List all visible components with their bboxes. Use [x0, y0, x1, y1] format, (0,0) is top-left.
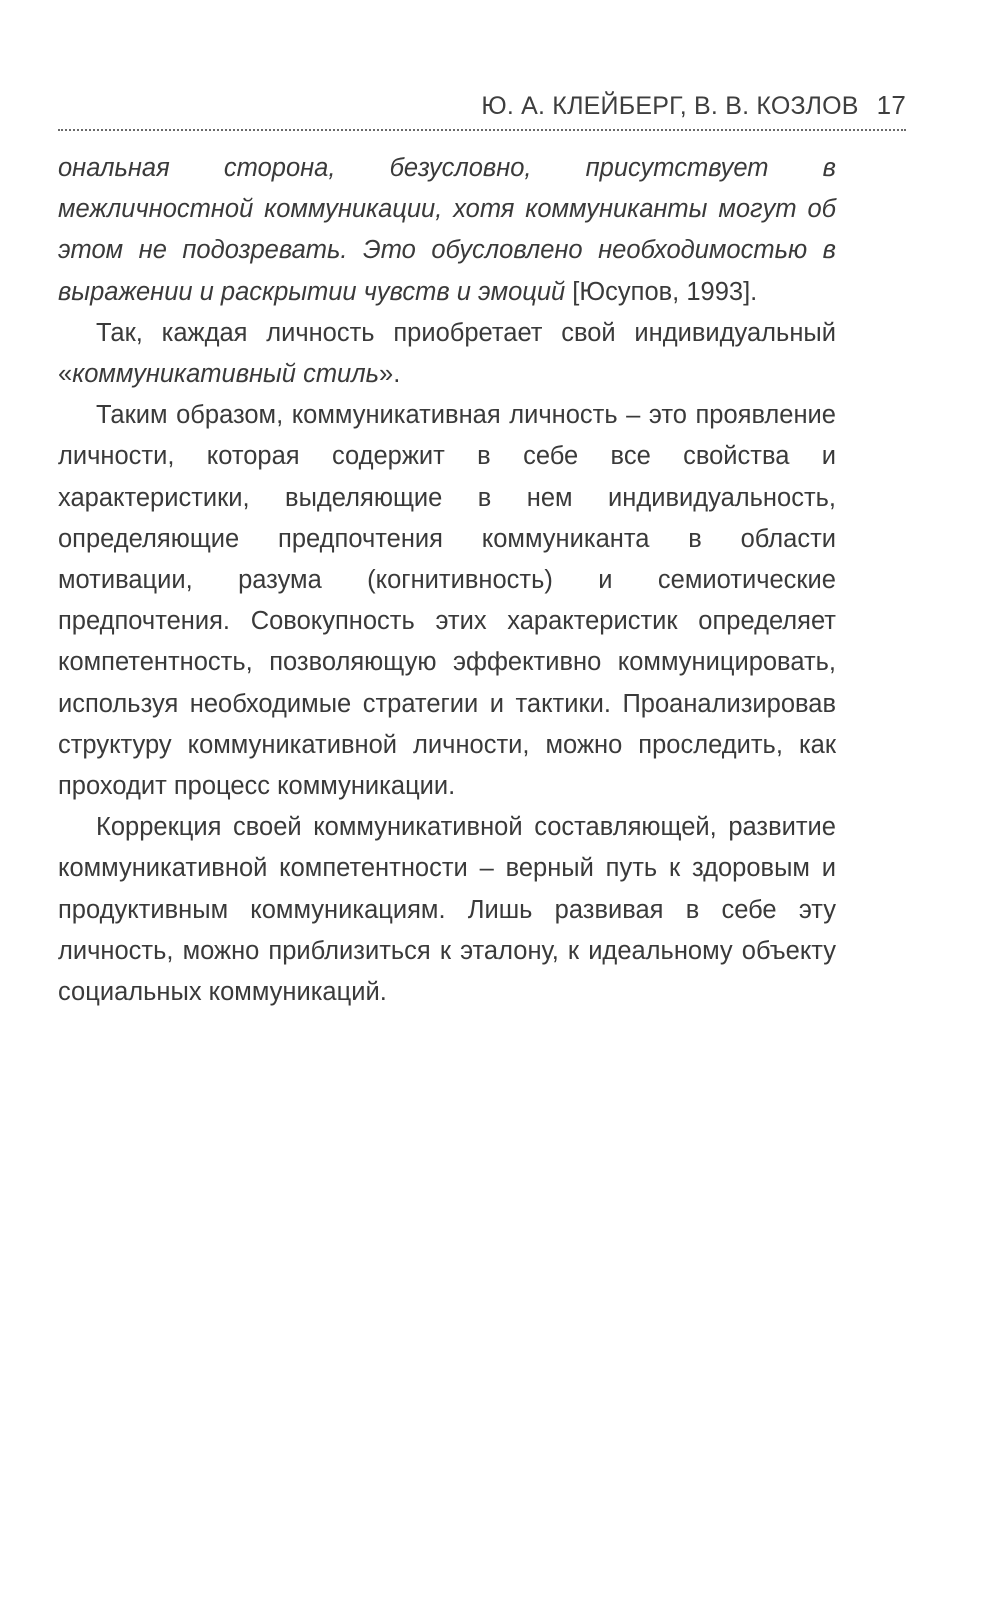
- running-head: [56, 90, 906, 130]
- paragraph-continued: [58, 148, 836, 313]
- term-communicative-style: коммуникативный стиль: [72, 360, 380, 389]
- body-text: [58, 148, 836, 1013]
- paragraph-continued-italic: ональная сторона, безусловно, присутствует в межличностной коммуникации, хотя коммуниканты могут об этом не подозревать. Это обусловлено необходимостью в выражении и раскрытии чувств и эмоций: [58, 154, 836, 306]
- header-dotted-rule: [58, 129, 906, 131]
- paragraph-communicative-style: [58, 313, 836, 395]
- paragraph-communicative-style-tail: ».: [379, 360, 401, 389]
- running-head-authors: Ю. А. КЛЕЙБЕРГ, В. В. КОЗЛОВ: [481, 92, 859, 120]
- paragraph-communicative-personality: Таким образом, коммуникативная личность – это проявление личности, которая содержит в себе все свойства и характеристики, выделяющие в нем индивидуальность, определяющие предпочтения коммуниканта в области мотивации, разума (когнитивность) и семиотические предпочтения. Совокупность этих характеристик определяет компетентность, позволяющую эффективно коммуницировать, используя необходимые стратегии и тактики. Проанализировав структуру коммуникативной личности, можно проследить, как проходит процесс коммуникации.: [58, 401, 836, 801]
- page-number: 17: [876, 90, 906, 120]
- paragraph-correction: Коррекция своей коммуникативной составляющей, развитие коммуникативной компетентности – верный путь к здоровым и продуктивным коммуникациям. Лишь развивая в себе эту личность, можно приблизиться к эталону, к идеальному объекту социальных коммуникаций.: [58, 813, 836, 1007]
- citation: [Юсупов, 1993].: [565, 277, 758, 306]
- paragraph-communicative-style-lead: Так, каждая личность приобретает свой индивидуальный «: [58, 318, 836, 389]
